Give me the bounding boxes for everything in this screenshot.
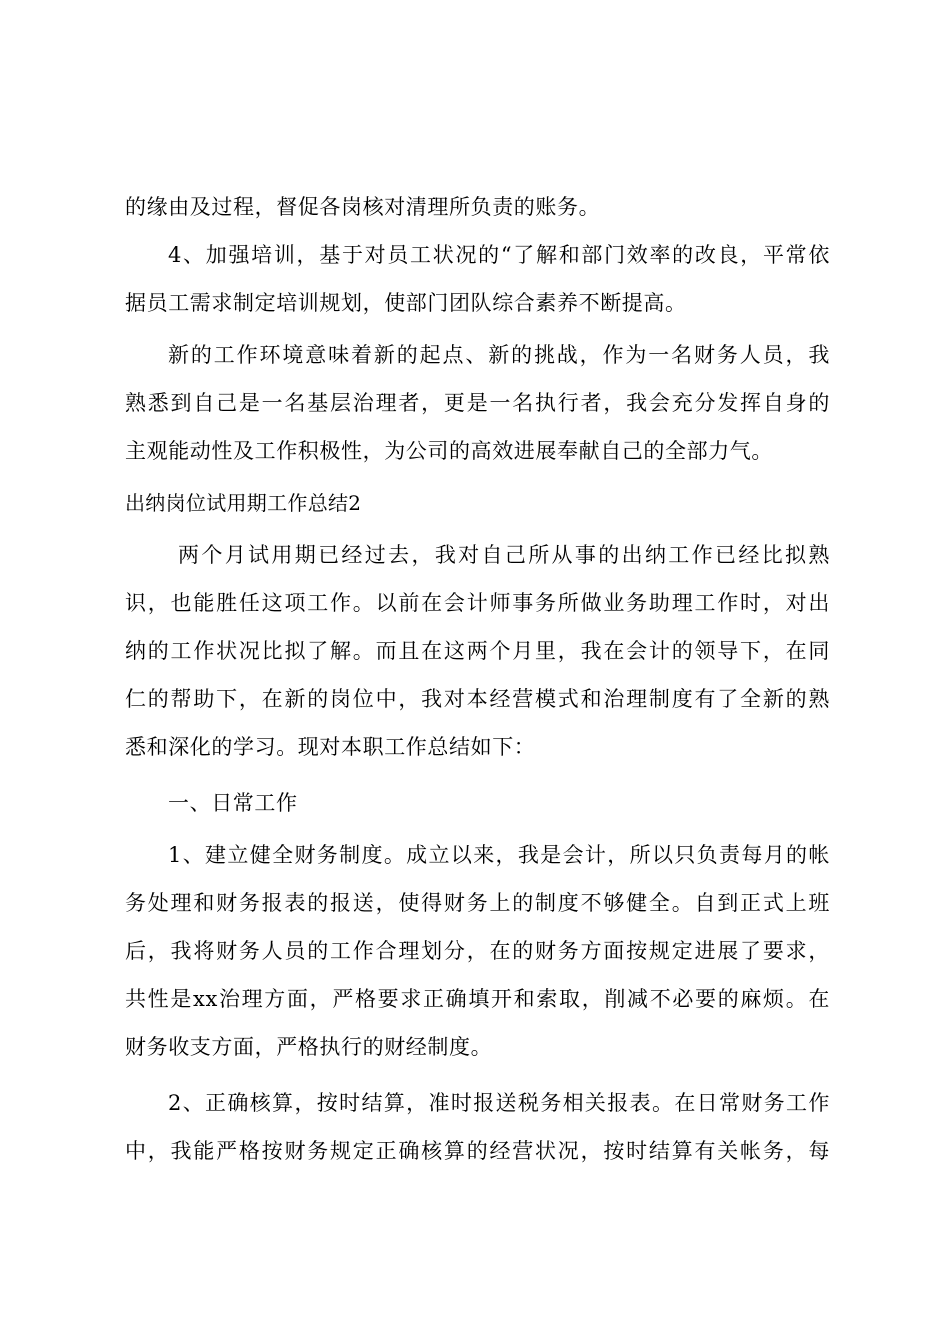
- text-line: 4、加强培训，基于对员工状况的“了解和部门效率的改良，平常依: [168, 243, 830, 267]
- text-line: 熟悉到自己是一名基层治理者，更是一名执行者，我会充分发挥自身的: [125, 391, 830, 415]
- subsection-heading: 一、日常工作: [168, 791, 298, 815]
- text-line: 后，我将财务人员的工作合理划分，在的财务方面按规定进展了要求，: [125, 939, 830, 963]
- text-line: 2、正确核算，按时结算，准时报送税务相关报表。在日常财务工作: [168, 1091, 830, 1115]
- text-line: 务处理和财务报表的报送，使得财务上的制度不够健全。自到正式上班: [125, 891, 830, 915]
- text-line: 仁的帮助下，在新的岗位中，我对本经营模式和治理制度有了全新的熟: [125, 687, 830, 711]
- text-line: 1、建立健全财务制度。成立以来，我是会计，所以只负责每月的帐: [168, 843, 830, 867]
- text-line: 新的工作环境意味着新的起点、新的挑战，作为一名财务人员，我: [168, 343, 830, 367]
- text-line: 主观能动性及工作积极性，为公司的高效进展奉献自己的全部力气。: [125, 439, 773, 463]
- text-line: 据员工需求制定培训规划，使部门团队综合素养不断提高。: [125, 291, 687, 315]
- text-line: 中，我能严格按财务规定正确核算的经营状况，按时结算有关帐务，每: [125, 1139, 830, 1163]
- section-heading: 出纳岗位试用期工作总结2: [125, 491, 362, 515]
- text-line: 财务收支方面，严格执行的财经制度。: [125, 1035, 493, 1059]
- text-line: 的缘由及过程，督促各岗核对清理所负责的账务。: [125, 195, 601, 219]
- text-line: 两个月试用期已经过去，我对自己所从事的出纳工作已经比拟熟: [178, 543, 830, 567]
- text-line: 纳的工作状况比拟了解。而且在这两个月里，我在会计的领导下，在同: [125, 639, 830, 663]
- text-line: 识，也能胜任这项工作。以前在会计师事务所做业务助理工作时，对出: [125, 591, 830, 615]
- text-line: 共性是xx治理方面，严格要求正确填开和索取，削减不必要的麻烦。在: [125, 987, 830, 1011]
- text-line: 悉和深化的学习。现对本职工作总结如下：: [125, 735, 536, 759]
